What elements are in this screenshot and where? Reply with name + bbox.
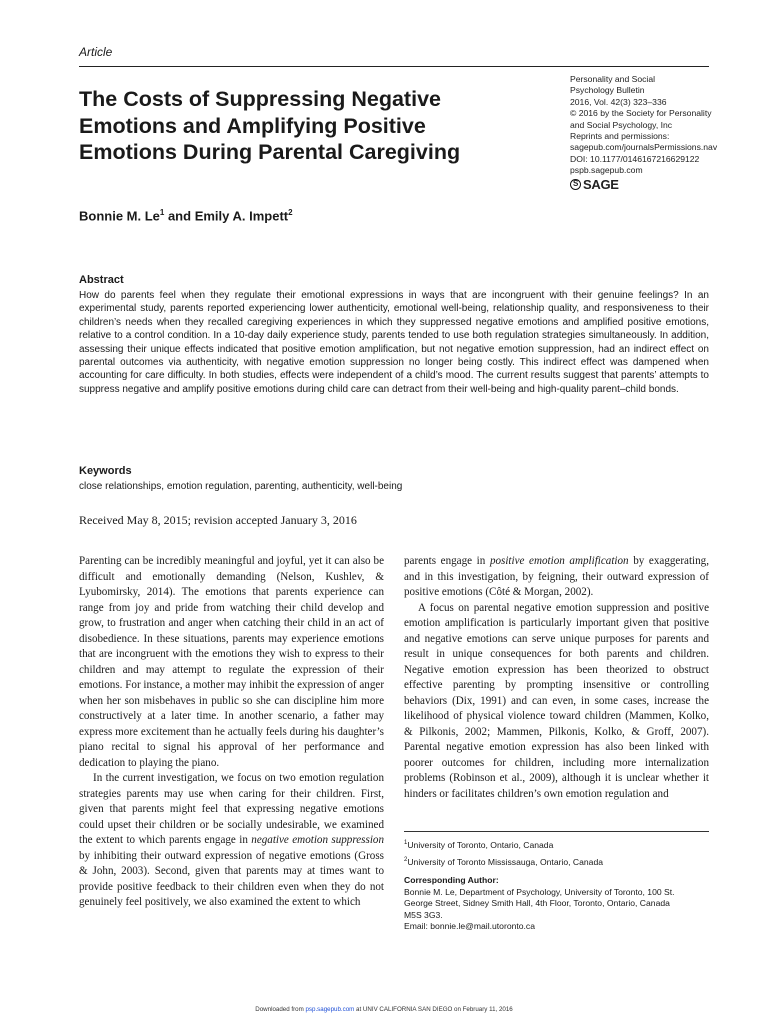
journal-line: © 2016 by the Society for Personality — [570, 108, 712, 119]
abstract-text: How do parents feel when they regulate their emotional expressions in ways that are incongruent with their genuine feelings? In an experimental study, parents reported experiencing lower authenticity, emotional well-being, relationship quality, and responsiveness to their children’s needs when they recalled caregiving experiences in which they suppressed negative emotions and amplified positive emotions, relative to a control condition. In a 10-day daily experience study, parents tended to use both regulation strategies simultaneously. In addition, assessing their unique effects indicated that positive emotion amplification, but not negative emotion suppression, had an indirect effect on parental outcomes via authenticity, with negative emotion suppression no longer being costly. This indirect effect was dampened when accounting for care difficulty. In both studies, effects were independent of a child’s mood. The current results suggest that parents’ attempts to suppress negative and amplify positive emotions during child care can detract from their well-being and high-quality parent–child bonds. — [79, 290, 709, 395]
footnote-marker: 1 — [404, 840, 408, 846]
journal-info — [570, 74, 750, 190]
corresponding-author-line: George Street, Sidney Smith Hall, 4th Floor, Toronto, Ontario, Canada — [404, 898, 670, 909]
body-column-left — [79, 554, 384, 911]
affiliation-marker: 2 — [288, 208, 293, 217]
corresponding-author-email[interactable]: Email: bonnie.le@mail.utoronto.ca — [404, 921, 536, 932]
body-text: parents engage in — [404, 555, 490, 567]
body-paragraph — [79, 771, 384, 911]
emphasis-term: negative emotion suppression — [251, 834, 384, 846]
publisher-name: SAGE — [583, 176, 619, 192]
affiliation-footnote — [404, 838, 709, 851]
publisher-mark-icon: S — [570, 179, 581, 190]
footnote-text: University of Toronto, Ontario, Canada — [407, 839, 554, 850]
body-paragraph: A focus on parental negative emotion suppression and positive emotion amplification is particularly important given that positive and negative emotions can serve unique purposes for parents and result in unique consequences for both parents and children. Negative emotion expression has been theorized to obstruct effective parenting by prompting insensitive or controlling behaviors (Dix, 1991) and can even, in some cases, increase the likelihood of physical violence toward children (Mammen, Kolko, & Pilkonis, 2002; Mammen, Pilkonis, Kolko, & Groff, 2007). Parental negative emotion expression has also been linked with poorer outcomes for children, including more internalization problems (Robinson et al., 2009), although it is unclear whether it hinders or facilitates children’s own emotion regulation and — [404, 601, 709, 800]
keywords-text: close relationships, emotion regulation, parenting, authenticity, well-being — [79, 481, 403, 492]
body-text: by exaggerating, and in this investigation, by feigning, their outward expression of positive emotions (Côté & Morgan, 2002). — [404, 555, 709, 598]
journal-line: DOI: 10.1177/0146167216629122 — [570, 153, 700, 164]
author-joiner: and — [164, 208, 195, 224]
author-name: Bonnie M. Le — [79, 208, 160, 224]
header-rule — [79, 66, 709, 67]
author-list — [79, 208, 293, 223]
corresponding-author-heading: Corresponding Author: — [404, 874, 499, 885]
journal-line: Reprints and permissions: — [570, 131, 670, 142]
journal-line: Personality and Social — [570, 74, 656, 84]
author-name: Emily A. Impett — [194, 208, 289, 224]
download-footer — [0, 1006, 768, 1013]
publisher-logo — [570, 176, 750, 192]
abstract-heading: Abstract — [79, 274, 124, 286]
corresponding-author-line: M5S 3G3. — [404, 909, 443, 920]
emphasis-term: positive emotion amplification — [489, 555, 629, 567]
journal-line[interactable]: sagepub.com/journalsPermissions.nav — [570, 142, 718, 153]
body-text: In the current investigation, we focus on two emotion regulation strategies parents may use when caring for their children. First, given that parents might feel that expressing negative emotions could upset their children or be socially undesirable, we examined the extent to which parents engage in — [79, 772, 384, 846]
footer-link[interactable]: psp.sagepub.com — [305, 1006, 355, 1013]
journal-line: and Social Psychology, Inc — [570, 119, 673, 130]
footnote-marker: 2 — [404, 857, 408, 864]
keywords-heading: Keywords — [79, 465, 132, 477]
article-type-label: Article — [79, 45, 113, 59]
article-title: The Costs of Suppressing Negative Emotions and Amplifying Positive Emotions During Parental Caregiving — [79, 87, 461, 164]
footer-text: at UNIV CALIFORNIA SAN DIEGO on February 11, 2016 — [354, 1006, 513, 1013]
received-dates: Received May 8, 2015; revision accepted January 3, 2016 — [79, 513, 357, 527]
journal-line[interactable]: pspb.sagepub.com — [570, 165, 643, 176]
affiliation-marker: 1 — [159, 208, 165, 217]
footnote-rule — [404, 831, 709, 832]
footer-text: Downloaded from — [255, 1006, 306, 1013]
body-paragraph: Parenting can be incredibly meaningful and joyful, yet it can also be difficult and emotionally demanding (Nelson, Kushlev, & Lyubomirsky, 2014). The emotions that parents experience can range from joy and pride from watching their child develop and grow, to frustration and anger when catching their child in an act of disobedience. In these situations, parents may experience emotions that are incongruent with the emotions they wish to express to their children and may attempt to regulate the expression of their emotions. For instance, a mother may inhibit the expression of anger when her son misbehaves in public so she can discipline him more constructively at a later time. In another scenario, a father may express more excitement than he actually feels during his daughter’s piano recital to signal his approval of her performance and dedication to playing the piano. — [79, 555, 385, 769]
journal-line: 2016, Vol. 42(3) 323–336 — [570, 96, 667, 107]
body-paragraph — [404, 554, 709, 601]
footnotes — [404, 838, 709, 933]
journal-line: Psychology Bulletin — [570, 85, 645, 96]
body-column-right — [404, 554, 709, 802]
body-text: by inhibiting their outward expression of negative emotions (Gross & John, 2003). Second, given that parents may at times want to provide positive feedback to their children even when they do not genuinely feel positively, we also examined the extent to which — [79, 849, 384, 908]
footnote-text: University of Toronto Mississauga, Ontario, Canada — [407, 857, 604, 868]
affiliation-footnote — [404, 855, 709, 868]
corresponding-author-line: Bonnie M. Le, Department of Psychology, University of Toronto, 100 St. — [404, 886, 675, 897]
